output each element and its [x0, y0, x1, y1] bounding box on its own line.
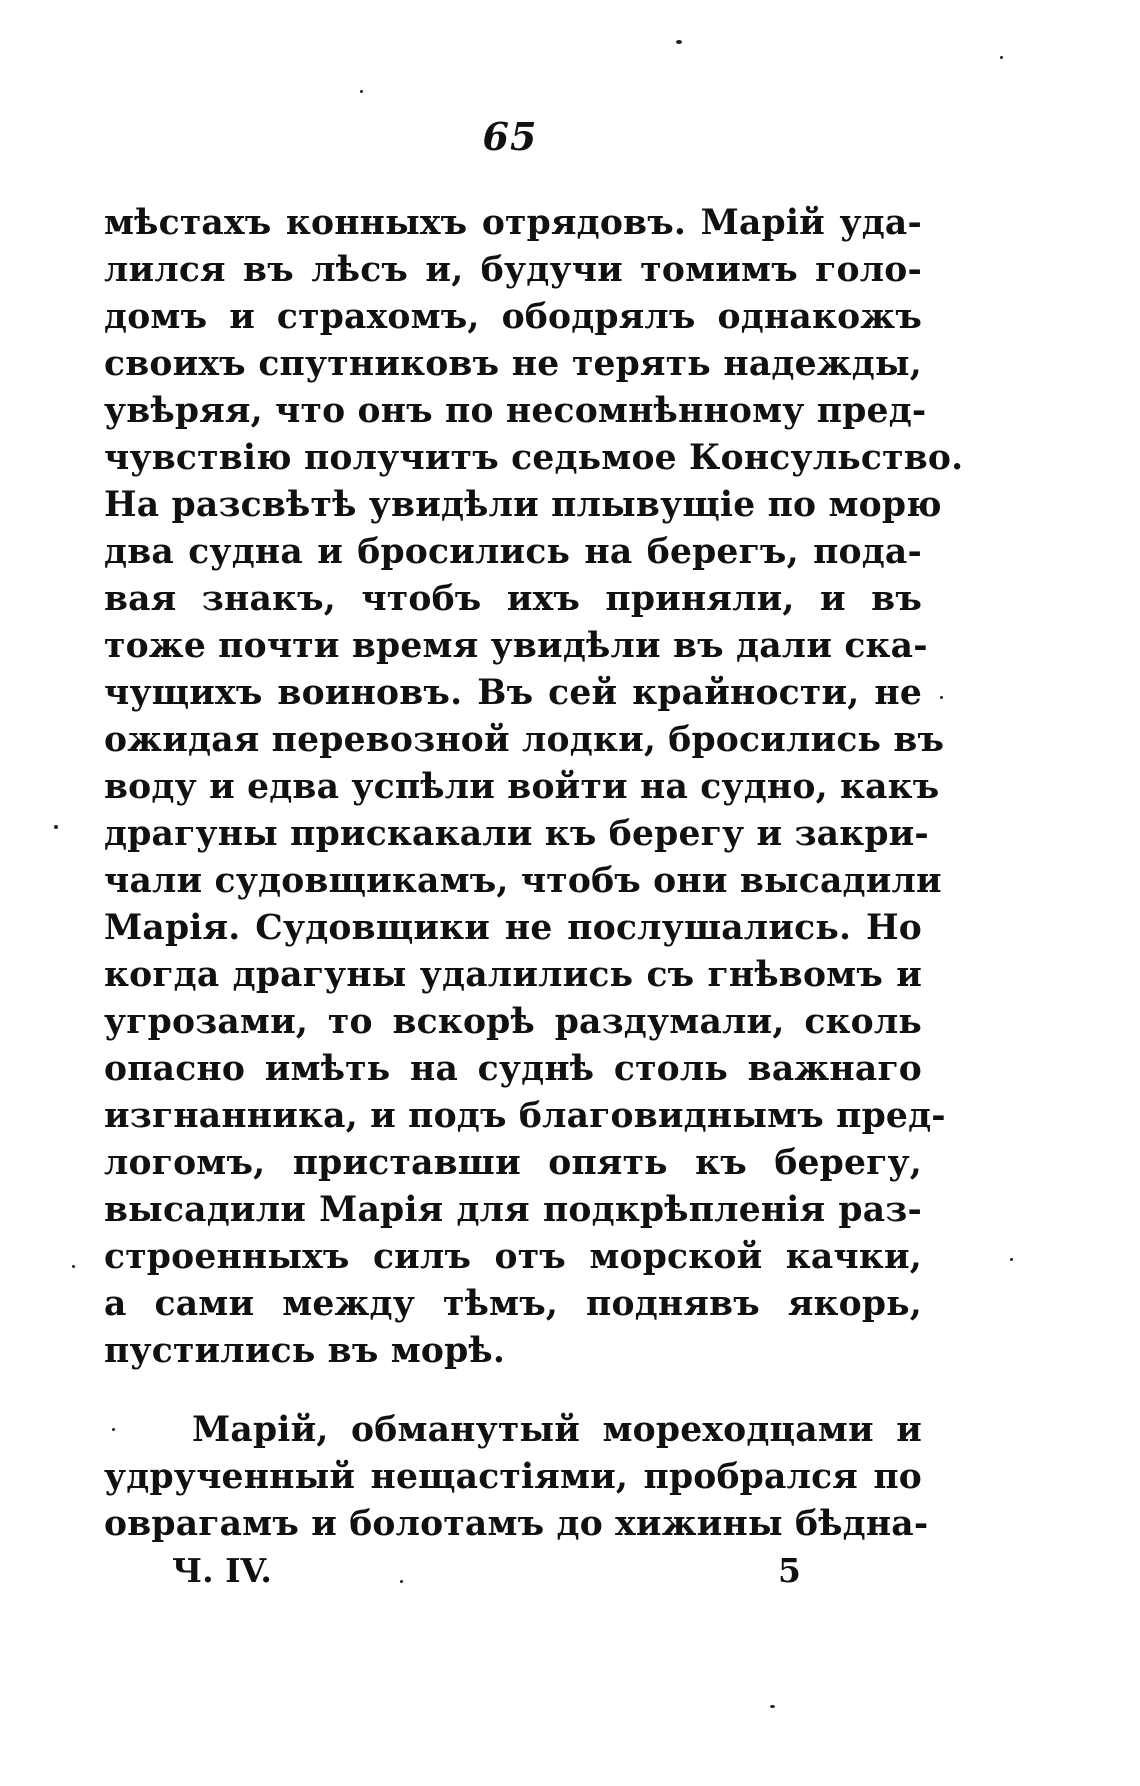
scan-speck	[770, 1705, 775, 1708]
text-line: воду и едва успѣли войти на судно, какъ	[104, 767, 940, 807]
text-line: изгнанника, и подъ благовиднымъ пред-	[104, 1096, 946, 1136]
text-line: Марія. Судовщики не послушались. Но	[104, 908, 922, 948]
paragraph-1	[104, 200, 964, 1375]
text-line: чали судовщикамъ, чтобъ они высадили	[104, 861, 942, 901]
text-line: тоже почти время увидѣли въ дали ска-	[104, 626, 928, 666]
scan-speck	[1010, 1258, 1013, 1261]
text-line: Марій, обманутый мореходцами и	[192, 1410, 922, 1450]
text-line: своихъ спутниковъ не терять надежды,	[104, 344, 922, 384]
text-line: опасно имѣть на суднѣ столь важнаго	[104, 1049, 922, 1089]
scan-speck	[360, 90, 363, 93]
scan-speck	[940, 696, 943, 699]
text-line: На разсвѣтѣ увидѣли плывущіе по морю	[104, 485, 942, 525]
text-line: оврагамъ и болотамъ до хижины бѣдна-	[104, 1504, 929, 1544]
text-line: строенныхъ силъ отъ морской качки,	[104, 1237, 922, 1277]
scan-speck	[400, 1580, 403, 1583]
scan-speck	[676, 40, 682, 44]
scan-speck	[54, 825, 58, 829]
text-line: вая знакъ, чтобъ ихъ приняли, и въ	[104, 579, 922, 619]
text-line: чувствію получитъ седьмое Консульство.	[104, 438, 964, 478]
text-line: а сами между тѣмъ, поднявъ якорь,	[104, 1284, 922, 1324]
text-line: мѣстахъ конныхъ отрядовъ. Марій уда-	[104, 203, 922, 243]
scan-speck	[1000, 56, 1003, 59]
footer-signature: Ч. IV.	[172, 1551, 272, 1590]
text-line: логомъ, приставши опять къ берегу,	[104, 1143, 922, 1183]
text-line: пустились въ морѣ.	[104, 1331, 506, 1371]
text-line: ожидая перевозной лодки, бросились въ	[104, 720, 945, 760]
scan-speck	[112, 1428, 115, 1431]
text-line: когда драгуны удалились съ гнѣвомъ и	[104, 955, 922, 995]
footer-sheet-number: 5	[778, 1551, 801, 1590]
text-line: два судна и бросились на берегъ, пода-	[104, 532, 922, 572]
page-number: 65	[482, 114, 538, 159]
text-line: угрозами, то вскорѣ раздумали, сколь	[104, 1002, 922, 1042]
text-line: увѣряя, что онъ по несомнѣнному пред-	[104, 391, 927, 431]
text-line: удрученный нещастіями, пробрался по	[104, 1457, 922, 1497]
text-line: чущихъ воиновъ. Въ сей крайности, не	[104, 673, 922, 713]
scan-speck	[72, 1265, 75, 1268]
text-line: лился въ лѣсъ и, будучи томимъ голо-	[104, 250, 922, 290]
text-line: драгуны прискакали къ берегу и закри-	[104, 814, 929, 854]
text-line: домъ и страхомъ, ободрялъ однакожъ	[104, 297, 922, 337]
paragraph-2	[104, 1407, 929, 1548]
text-line: высадили Марія для подкрѣпленія раз-	[104, 1190, 922, 1230]
